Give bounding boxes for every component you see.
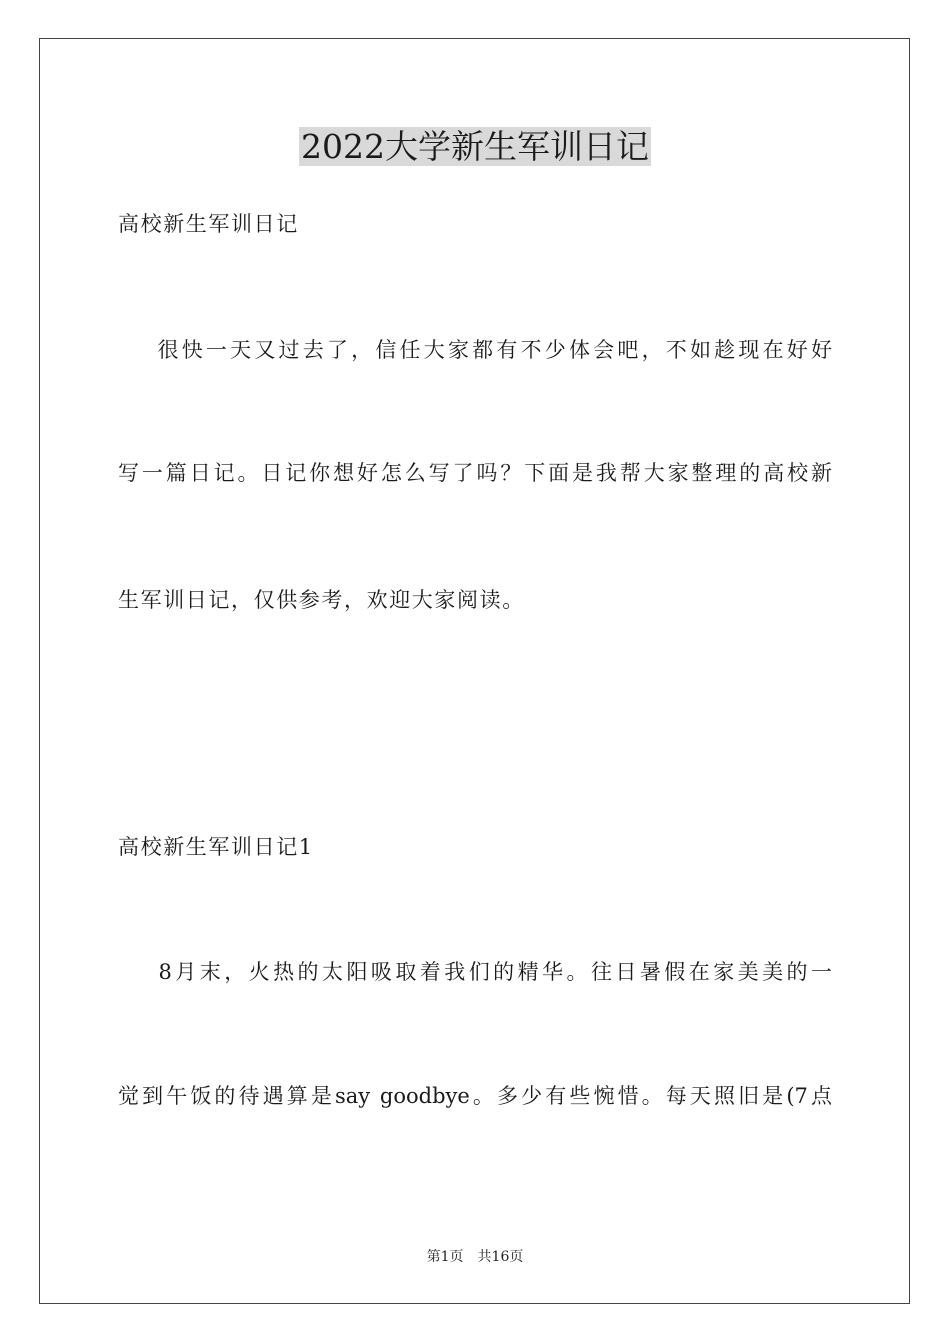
paragraph-line: 很快一天又过去了，信任大家都有不少体会吧，不如趁现在好好 xyxy=(118,338,832,362)
paragraph-line: 生军训日记，仅供参考，欢迎大家阅读。 xyxy=(118,588,525,612)
page-number: 第1页 xyxy=(426,1249,464,1265)
paragraph-line: 8月末，火热的太阳吸取着我们的精华。往日暑假在家美美的一 xyxy=(118,960,832,984)
section-heading: 高校新生军训日记1 xyxy=(118,835,314,859)
paragraph-line: 觉到午饭的待遇算是say goodbye。多少有些惋惜。每天照旧是(7点 xyxy=(118,1084,832,1108)
document-title-block xyxy=(0,124,950,170)
page-footer xyxy=(0,1247,950,1267)
page-total: 共16页 xyxy=(477,1249,524,1265)
section-heading: 高校新生军训日记 xyxy=(118,212,299,236)
document-title: 2022大学新生军训日记 xyxy=(301,127,649,166)
paragraph-line: 写一篇日记。日记你想好怎么写了吗？下面是我帮大家整理的高校新 xyxy=(118,461,832,485)
